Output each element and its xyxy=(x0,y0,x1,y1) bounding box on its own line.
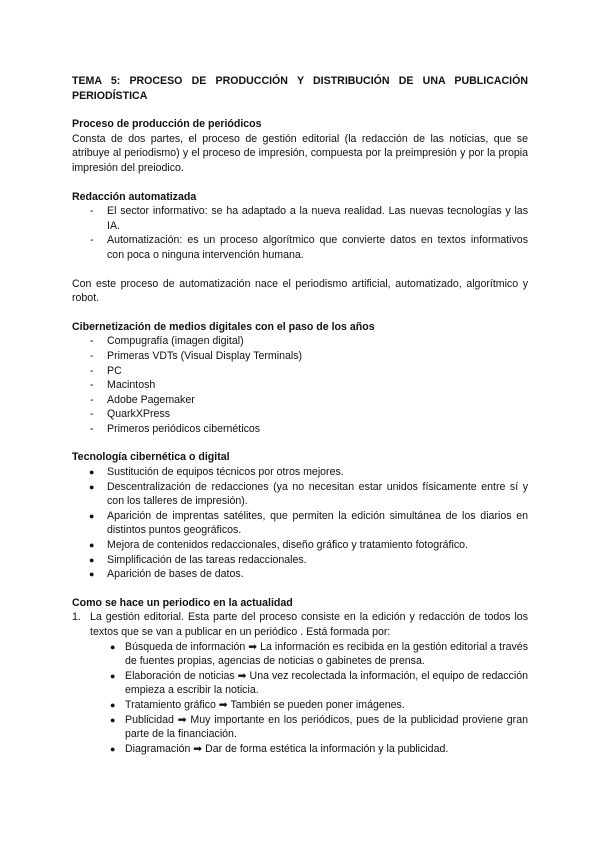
dash-list xyxy=(72,204,528,262)
list-item: - Primeras VDTs (Visual Display Terminals) xyxy=(90,349,303,362)
list-item: - PC xyxy=(90,364,122,377)
list-item: 1. La gestión editorial. Esta parte del proceso consiste en la edición y redacción de todos los textos que se van a publicar en un periódico . Está formada por: ● Búsqueda de información ➡ La información es recibida en la gestión editorial a través de fuentes propias, agencias de noticias o gabinetes de prensa. ● Elaboración de noticias ➡ Una vez recolectada la información, el equipo de redacción empieza a escribir la noticia. ● Tratamiento gráfico ➡ También se pueden poner imágenes. ● Publicidad ➡ Muy importante en los periódicos, pues de la publicidad proviene gran parte de la financiación. ● Diagramación ➡ Dar de forma estética la información y la publicidad. xyxy=(72,611,528,755)
section-heading: Tecnología cibernética o digital xyxy=(72,451,230,464)
paragraph: Con este proceso de automatización nace el periodismo artificial, automatizado, algorítmico y robot. xyxy=(72,277,528,305)
numbered-list xyxy=(72,610,528,756)
list-item: - Automatización: es un proceso algorítmico que convierte datos en textos informativos con poca o ninguna intervención humana. xyxy=(90,234,528,261)
bullet-list xyxy=(72,465,528,582)
list-item: ● Sustitución de equipos técnicos por otros mejores. xyxy=(89,466,344,479)
list-item: - Compugrafía (imagen digital) xyxy=(90,335,244,348)
list-item: - Macintosh xyxy=(90,379,156,392)
paragraph: Consta de dos partes, el proceso de gestión editorial (la redacción de las noticias, que se atribuye al periodismo) y el proceso de impresión, compuesta por la preimpresión y por la propia impresión del preiodico. xyxy=(72,132,528,174)
sub-bullet-list xyxy=(90,640,528,757)
section-newspaper-today xyxy=(72,596,528,757)
section-heading: Cibernetización de medios digitales con el paso de los años xyxy=(72,320,375,333)
list-item: ● Aparición de bases de datos. xyxy=(89,568,244,581)
dash-list xyxy=(72,334,528,436)
section-production xyxy=(72,117,528,175)
list-item: ● Diagramación ➡ Dar de forma estética la información y la publicidad. xyxy=(110,742,449,755)
list-item: ● Simplificación de las tareas redaccionales. xyxy=(89,553,307,566)
list-item: ● Mejora de contenidos redaccionales, diseño gráfico y tratamiento fotográfico. xyxy=(89,539,468,552)
list-item: ● Aparición de imprentas satélites, que permiten la edición simultánea de los diarios en distintos puntos geográficos. xyxy=(89,509,528,537)
document-title: TEMA 5: PROCESO DE PRODUCCIÓN Y DISTRIBUCIÓN DE UNA PUBLICACIÓN PERIODÍSTICA xyxy=(72,75,528,102)
section-heading: Proceso de producción de periódicos xyxy=(72,118,262,131)
list-item: ● Elaboración de noticias ➡ Una vez recolectada la información, el equipo de redacción empieza a escribir la noticia. xyxy=(110,669,528,697)
section-heading: Como se hace un periodico en la actualidad xyxy=(72,596,293,609)
list-item: - El sector informativo: se ha adaptado a la nueva realidad. Las nuevas tecnologías y las IA. xyxy=(90,205,528,232)
list-item: ● Búsqueda de información ➡ La información es recibida en la gestión editorial a través de fuentes propias, agencias de noticias o gabinetes de prensa. xyxy=(110,640,528,668)
section-automated-writing xyxy=(72,190,528,306)
section-heading: Redacción automatizada xyxy=(72,190,197,203)
list-item: ● Descentralización de redacciones (ya no necesitan estar unidos físicamente entre sí y con los talleres de impresión). xyxy=(89,480,528,508)
list-item: - QuarkXPress xyxy=(90,408,170,421)
document-page xyxy=(72,74,528,756)
section-digital-technology xyxy=(72,450,528,581)
list-item: ● Tratamiento gráfico ➡ También se pueden poner imágenes. xyxy=(110,698,405,711)
section-cybernetization xyxy=(72,320,528,437)
list-item: ● Publicidad ➡ Muy importante en los periódicos, pues de la publicidad proviene gran parte de la financiación. xyxy=(110,713,528,741)
list-item: - Primeros periódicos cibernéticos xyxy=(90,422,261,435)
list-item: - Adobe Pagemaker xyxy=(90,393,195,406)
